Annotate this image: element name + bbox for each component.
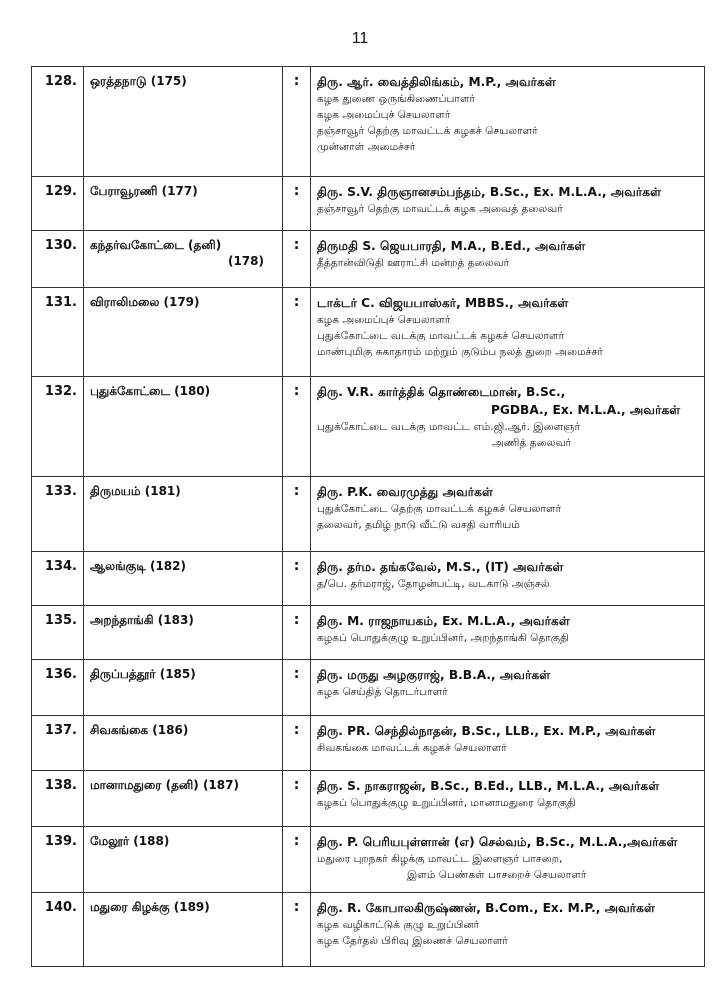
candidate-role: புதுக்கோட்டை தெற்கு மாவட்டக் கழகச் செயலாளர்: [317, 503, 562, 515]
constituency-name: மானாமதுரை (தனி) (187): [90, 778, 239, 792]
candidate-role: கழக தேர்தல் பிரிவு இணைச் செயலாளர்: [317, 935, 508, 947]
separator-colon: :: [283, 660, 311, 716]
candidate-details: [311, 377, 705, 477]
candidate-details: [311, 716, 705, 771]
row-number: 129.: [32, 177, 84, 231]
row-number: 128.: [32, 67, 84, 177]
candidate-details: [311, 231, 705, 288]
candidate-name-continued: PGDBA., Ex. M.L.A., அவர்கள்: [491, 403, 681, 417]
candidate-role: கழக வழிகாட்டுக் குழு உறுப்பினர்: [317, 919, 480, 931]
separator-colon: :: [283, 288, 311, 377]
candidate-role: கழக அமைப்புச் செயலாளர்: [317, 109, 451, 121]
candidate-role: கழக அமைப்புச் செயலாளர்: [317, 314, 451, 326]
candidate-role: தஞ்சாவூர் தெற்கு மாவட்டக் கழக அவைத் தலைவர்: [317, 203, 563, 215]
table-row: [32, 893, 705, 967]
candidate-role: தீத்தான்விடுதி ஊராட்சி மன்றத் தலைவர்: [317, 257, 510, 269]
candidate-table: [31, 66, 705, 967]
constituency-cell: [84, 67, 283, 177]
candidate-details: [311, 552, 705, 606]
separator-colon: :: [283, 177, 311, 231]
row-number: 138.: [32, 771, 84, 827]
table-row: [32, 231, 705, 288]
constituency-name: மேலூர் (188): [90, 834, 170, 848]
candidate-role: சிவகங்கை மாவட்டக் கழகச் செயலாளர்: [317, 742, 507, 754]
candidate-details: [311, 606, 705, 660]
candidate-details: [311, 67, 705, 177]
constituency-name: ஒரத்தநாடு (175): [90, 74, 187, 88]
separator-colon: :: [283, 827, 311, 893]
candidate-name: திரு. ஆர். வைத்திலிங்கம், M.P., அவர்கள்: [317, 75, 556, 89]
constituency-cell: [84, 288, 283, 377]
constituency-name: விராலிமலை (179): [90, 295, 200, 309]
candidate-name: டாக்டர் C. விஜயபாஸ்கர், MBBS., அவர்கள்: [317, 296, 569, 310]
candidate-name: திருமதி S. ஜெயபாரதி, M.A., B.Ed., அவர்கள்: [317, 239, 586, 253]
constituency-name: திருமயம் (181): [90, 484, 181, 498]
candidate-details: [311, 660, 705, 716]
row-number: 132.: [32, 377, 84, 477]
table-row: [32, 67, 705, 177]
candidate-details: [311, 893, 705, 967]
candidate-role: அணித் தலைவர்: [492, 437, 572, 449]
candidate-role: கழகப் பொதுக்குழு உறுப்பினர், அறந்தாங்கி தொகுதி: [317, 632, 569, 644]
row-number: 131.: [32, 288, 84, 377]
page-number: 11: [351, 30, 369, 47]
row-number: 133.: [32, 477, 84, 552]
candidate-details: [311, 477, 705, 552]
constituency-name: புதுக்கோட்டை (180): [90, 384, 211, 398]
constituency-cell: [84, 716, 283, 771]
table-row: [32, 377, 705, 477]
separator-colon: :: [283, 477, 311, 552]
constituency-cell: [84, 771, 283, 827]
candidate-name: திரு. V.R. கார்த்திக் தொண்டைமான், B.Sc.,: [317, 385, 566, 399]
candidate-name: திரு. S.V. திருஞானசம்பந்தம், B.Sc., Ex. M.L.A., அவர்கள்: [317, 185, 662, 199]
candidate-name: திரு. P. பெரியபுள்ளான் (எ) செல்வம், B.Sc., M.L.A.,அவர்கள்: [317, 835, 678, 849]
row-number: 130.: [32, 231, 84, 288]
candidate-role: புதுக்கோட்டை வடக்கு மாவட்டக் கழகச் செயலாளர்: [317, 330, 565, 342]
candidate-name: திரு. PR. செந்தில்நாதன், B.Sc., LLB., Ex. M.P., அவர்கள்: [317, 724, 656, 738]
table-row: [32, 288, 705, 377]
constituency-name: மதுரை கிழக்கு (189): [90, 900, 210, 914]
candidate-role: மாண்புமிகு சுகாதாரம் மற்றும் குடும்ப நலத் துறை அமைச்சர்: [317, 346, 603, 358]
candidate-role: தலைவர், தமிழ் நாடு வீட்டு வசதி வாரியம்: [317, 519, 520, 531]
candidate-name: திரு. மருது அழகுராஜ், B.B.A., அவர்கள்: [317, 668, 551, 682]
separator-colon: :: [283, 231, 311, 288]
table-row: [32, 771, 705, 827]
constituency-cell: [84, 477, 283, 552]
candidate-details: [311, 827, 705, 893]
row-number: 135.: [32, 606, 84, 660]
candidate-role: கழகப் பொதுக்குழு உறுப்பினர், மானாமதுரை தொகுதி: [317, 797, 576, 809]
constituency-cell: [84, 606, 283, 660]
separator-colon: :: [283, 552, 311, 606]
constituency-name: சிவகங்கை (186): [90, 723, 189, 737]
candidate-role: கழக செய்தித் தொடர்பாளர்: [317, 686, 448, 698]
candidate-role: கழக துணை ஒருங்கிணைப்பாளர்: [317, 93, 476, 105]
candidate-details: [311, 288, 705, 377]
row-number: 136.: [32, 660, 84, 716]
candidate-details: [311, 771, 705, 827]
candidate-name: திரு. R. கோபாலகிருஷ்ணன், B.Com., Ex. M.P., அவர்கள்: [317, 901, 655, 915]
separator-colon: :: [283, 893, 311, 967]
separator-colon: :: [283, 606, 311, 660]
constituency-name: ஆலங்குடி (182): [90, 559, 186, 573]
table-row: [32, 827, 705, 893]
constituency-cell: [84, 177, 283, 231]
candidate-role: மதுரை புறநகர் கிழக்கு மாவட்ட இளைஞர் பாசறை,: [317, 853, 563, 865]
table-row: [32, 477, 705, 552]
constituency-name: திருப்பத்தூர் (185): [90, 667, 196, 681]
constituency-number: (178): [227, 254, 264, 268]
table-row: [32, 660, 705, 716]
separator-colon: :: [283, 67, 311, 177]
candidate-role: த/பெ. தர்மராஜ், தோழன்பட்டி, வடகாடு அஞ்சல்: [317, 578, 550, 590]
constituency-cell: [84, 231, 283, 288]
row-number: 139.: [32, 827, 84, 893]
constituency-name: அறந்தாங்கி (183): [90, 613, 194, 627]
constituency-cell: [84, 660, 283, 716]
table-row: [32, 552, 705, 606]
candidate-role: புதுக்கோட்டை வடக்கு மாவட்ட எம்.ஜி.ஆர். இளைஞர்: [317, 421, 581, 433]
candidate-name: திரு. P.K. வைரமுத்து அவர்கள்: [317, 485, 493, 499]
candidate-role: இளம் பெண்கள் பாசறைச் செயலாளர்: [407, 869, 587, 881]
candidate-details: [311, 177, 705, 231]
constituency-name: கந்தர்வகோட்டை (தனி): [90, 238, 222, 252]
candidate-name: திரு. S. நாகராஜன், B.Sc., B.Ed., LLB., M.L.A., அவர்கள்: [317, 779, 660, 793]
table-row: [32, 716, 705, 771]
candidate-name: திரு. M. ராஜநாயகம், Ex. M.L.A., அவர்கள்: [317, 614, 570, 628]
candidate-role: தஞ்சாவூர் தெற்கு மாவட்டக் கழகச் செயலாளர்: [317, 125, 538, 137]
table-row: [32, 606, 705, 660]
row-number: 137.: [32, 716, 84, 771]
table-row: [32, 177, 705, 231]
row-number: 140.: [32, 893, 84, 967]
constituency-cell: [84, 893, 283, 967]
row-number: 134.: [32, 552, 84, 606]
constituency-cell: [84, 377, 283, 477]
candidate-name: திரு. தர்ம. தங்கவேல், M.S., (IT) அவர்கள்: [317, 560, 564, 574]
separator-colon: :: [283, 377, 311, 477]
constituency-name: பேராவூரணி (177): [90, 184, 198, 198]
separator-colon: :: [283, 716, 311, 771]
constituency-cell: [84, 827, 283, 893]
separator-colon: :: [283, 771, 311, 827]
constituency-cell: [84, 552, 283, 606]
candidate-role: முன்னாள் அமைச்சர்: [317, 141, 416, 153]
